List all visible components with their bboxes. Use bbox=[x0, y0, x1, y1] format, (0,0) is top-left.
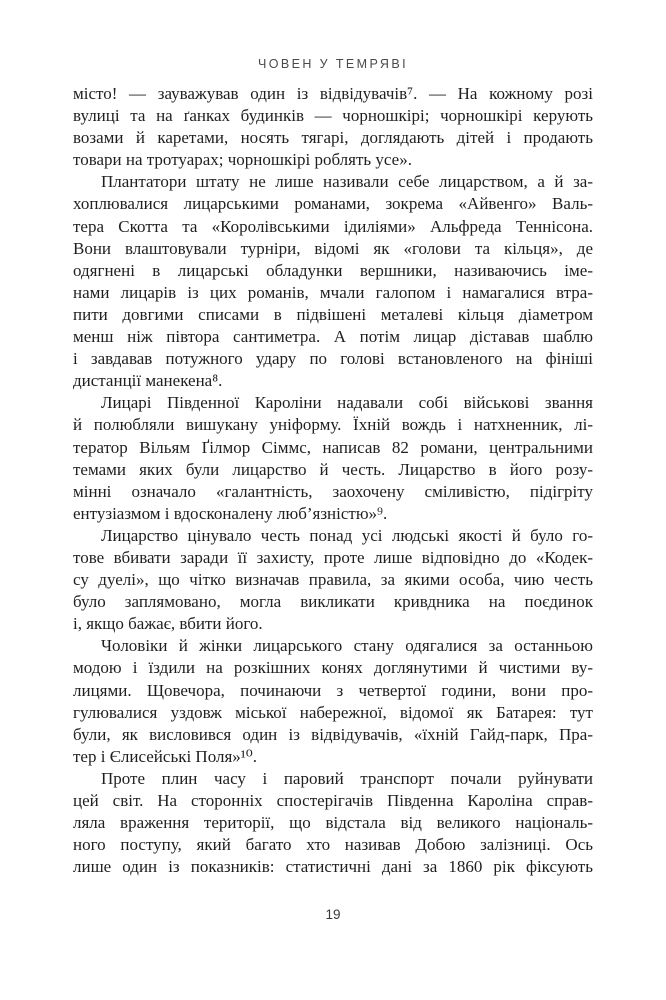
text-line: дистанції манекена⁸. bbox=[73, 371, 223, 391]
text-line: мінні означало «галантність, заохочену сміливістю, підігріту bbox=[73, 481, 593, 501]
text-line: тера Скотта та «Королівськими ідиліями» Альфреда Теннісона. bbox=[73, 216, 593, 236]
text-line: хоплювалися лицарськими романами, зокрема «Айвенго» Валь- bbox=[73, 194, 593, 214]
text-line: Плантатори штату не лише називали себе лицарством, а й за- bbox=[101, 172, 593, 192]
text-line: темами яких були лицарство й честь. Лицарство в його розу- bbox=[73, 459, 593, 479]
text-line: су дуелі», що чітко визначав правила, за якими особа, чию честь bbox=[73, 570, 593, 590]
text-line: одягнені в лицарські обладунки вершники, називаючись іме- bbox=[73, 260, 593, 280]
text-line: місто! — зауважував один із відвідувачів⁷. — На кожному розі bbox=[73, 84, 593, 103]
text-line: модою і їздили на розкішних конях доглянутими й чистими ву- bbox=[73, 658, 593, 678]
text-line: й полюбляли вишукану уніформу. Їхній вождь і натхненник, лі- bbox=[73, 415, 593, 435]
text-line: були, як висловився один із відвідувачів, «їхній Гайд-парк, Пра- bbox=[73, 724, 593, 744]
text-line: пити довгими списами в підвішені металеві кільця діаметром bbox=[73, 304, 593, 324]
paragraph bbox=[73, 525, 593, 635]
text-line: нами лицарів із цих романів, мчали галопом і намагалися втра- bbox=[73, 282, 593, 302]
text-line: було заплямовано, могла викликати кривдника на поєдинок bbox=[73, 592, 593, 612]
text-line: Чоловіки й жінки лицарського стану одягалися за останньою bbox=[101, 636, 593, 656]
text-line: Лицарі Південної Кароліни надавали собі військові звання bbox=[101, 393, 593, 413]
text-line: Лицарство цінувало честь понад усі людські якості й було го- bbox=[101, 525, 593, 545]
text-line: менш ніж півтора сантиметра. А потім лицар діставав шаблю bbox=[73, 327, 593, 347]
paragraph bbox=[73, 635, 593, 768]
text-line: лицями. Щовечора, починаючи з четвертої години, вони про- bbox=[73, 680, 593, 700]
text-line: і завдавав потужного удару по голові встановленого на фініші bbox=[73, 349, 593, 369]
text-line: ентузіазмом і вдосконалену люб’язністю»⁹. bbox=[73, 503, 388, 523]
text-line: лише один із показників: статистичні дані за 1860 рік фіксують bbox=[73, 857, 593, 877]
text-line: ляла враження території, що відстала від великого національ- bbox=[73, 813, 593, 833]
text-line: ного поступу, який багато хто називав Добою залізниці. Ось bbox=[73, 835, 593, 855]
page-number: 19 bbox=[325, 907, 341, 922]
text-line: возами й каретами, носять тягарі, доглядають дітей і продають bbox=[73, 128, 593, 148]
text-line: вулиці та на ґанках будинків — чорношкірі; чорношкірі керують bbox=[73, 106, 593, 126]
paragraph bbox=[73, 83, 593, 171]
text-line: тове вбивати заради її захисту, проте лише відповідно до «Кодек- bbox=[73, 547, 593, 567]
text-line: товари на тротуарах; чорношкірі роблять усе». bbox=[73, 150, 412, 170]
text-line: цей світ. На сторонніх спостерігачів Південна Кароліна справ- bbox=[73, 791, 593, 810]
text-line: тератор Вільям Ґілмор Сіммс, написав 82 романи, центральними bbox=[73, 437, 593, 457]
paragraph bbox=[73, 768, 593, 878]
paragraph bbox=[73, 171, 593, 392]
text-line: Вони влаштовували турніри, відомі як «голови та кільця», де bbox=[73, 238, 593, 258]
text-line: гулювалися уздовж міської набережної, відомої як Батарея: тут bbox=[73, 702, 593, 722]
text-line: тер і Єлисейські Поля»¹⁰. bbox=[73, 746, 257, 766]
text-line: і, якщо бажає, вбити його. bbox=[73, 614, 263, 634]
text-line: Проте плин часу і паровий транспорт почали руйнувати bbox=[101, 768, 593, 788]
running-head: ЧОВЕН У ТЕМРЯВІ bbox=[258, 57, 408, 71]
paragraph bbox=[73, 392, 593, 525]
body-text bbox=[73, 83, 593, 878]
